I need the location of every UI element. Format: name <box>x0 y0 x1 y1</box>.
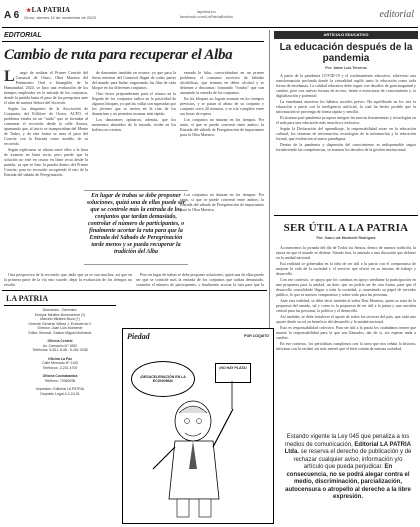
star-icon: ★ <box>26 8 32 14</box>
paragraph: A partir de la pandemia COVID-19 y el confinamiento educativo, sobrevino una transformación profunda donde la virtualidad suplió tanto la educación como toda forma de enseñanza. La calidad educativa debe seguir con desafíos de gran magnitud y cambio, pero con nuevas formas de acceso, frente a estructuras de conocimiento y, la digitalización y potencial. <box>276 73 416 98</box>
paragraph: Esto es responsabilidad colectiva. Para ser útil a la patria los ciudadanos tienen que asumir la responsabilidad para la que son llamados, dar de sí, sin esperar nada a cambio. <box>276 325 416 340</box>
pull-quote: En lugar de trabas se debe proponer soluciones, quizá una de ellas puede ser que se controle más la entrada de los conjuntos que tardan demasiado, controlar el número de participantes, o finalmente acortar la ruta para que la Entrada del Sábado de Peregrinación tarde menos y se pueda recuperar la tradición del Alba <box>86 193 186 255</box>
paragraph: Con ese contexto, se apoya que los cambios en apoyo mediante la participación en una propuesta para la unidad, un dato, que no podría ser de otra forma, para que el desarrollo consolidado llegue a toda la sociedad, y, asumiendo su papel de servidor público, lo que es nuestro compromiso y sobre todo para las personas. <box>276 277 416 297</box>
paragraph: Pero en lugar de trabas se debe proponer soluciones, quizá una de ellas puede ser que se controle más la entrada de los conjuntos que tardan demasiado, controlar el número de participantes, o finalmente acortar la ruta para que la <box>136 272 264 287</box>
article2-byline: Por: Juan Luis Monterde Rodríguez <box>316 236 376 240</box>
paragraph: Otro factor preponderante para el retraso en la llegada de los conjuntos radica en la pasividad de algunos bloques, ya que las vallas son superadas por los jóvenes que se meten en la ruta de los danzarines y no permiten avanzar más rápido. <box>92 91 176 116</box>
masthead-line: Oficina Central <box>47 339 73 343</box>
editorial-rule <box>2 41 264 42</box>
masthead-line: Oficina La Paz <box>48 356 72 361</box>
page-header <box>0 0 420 28</box>
protest-placard: ¡NO HAY PLATA! <box>215 363 251 383</box>
masthead-line: Teléfono: 79360936 <box>44 378 76 383</box>
editorial-column-3 <box>180 70 264 188</box>
paragraph: En los bloques no logran avanzar en los tiempos previstos, y se pasan al abuso de su conjunto y conjunto cerca 20 minutos, y se iría completo entre sus horas de espera. <box>180 96 264 116</box>
article2-title: SER ÚTIL A LA PATRIA <box>283 222 409 234</box>
masthead-line: Calle Mercado Nº 1140 <box>42 361 78 365</box>
masthead-line: Oficina Cochabamba <box>42 374 78 378</box>
paragraph: Acontecemos la jornada del día de Todos los Santos, dentro de nuestra tradición, la época en que el mundo se detiene. Siendo ésta, la antesala a una discusión que debiese en la unidad nacional. <box>276 245 416 260</box>
masthead-line: Directores - Gerentes: <box>42 308 78 312</box>
article-title: La educación después de la pandemia <box>279 42 413 64</box>
masthead-rule <box>4 305 116 306</box>
page-number: A 6 <box>4 10 20 21</box>
editorial-title: Cambio de ruta para recuperar el Alba <box>4 47 233 63</box>
masthead-line: Av. Camacho Nº 1892 <box>42 343 78 348</box>
header-links <box>180 9 233 19</box>
notice-body: se reserva el derecho de publicación y de rechazar cualquier aviso, información y/o artículo que pueda perjudicar. <box>293 449 412 470</box>
masthead-line: Teléfonos: 5-261 1148 - 5-261 0038 <box>32 348 88 352</box>
editorial-bottom-right <box>136 272 264 288</box>
paragraph: uego de realizar el Primer Convite del Carnaval de Oruro, Obra Maestra del Patrimonio Oral e Intangible de la Humanidad, 2024, se hizo una evaluación de los tiempos empleados en la entrada de los conjuntos, donde la partida hasta el paso de los peregrinos ante el altar de nuestra Señora del Socavón. <box>4 70 88 105</box>
article-body <box>276 73 416 211</box>
masthead-line: Impresión: Editorial LA PATRIA <box>35 387 85 391</box>
facebook-link[interactable]: facebook.com/LaPatriaBolivia <box>180 14 233 19</box>
cartoon-drawing <box>123 329 273 523</box>
editorial-cartoon <box>122 328 274 524</box>
speech-bubble: ¡DESACELERACIÓN EN LA ECONOMÍA! <box>131 361 195 397</box>
paragraph: Otra perspectiva de la recorrido que, dado que ya se van muchos; así que en la primera parte de la vía esto sucede, dejar la evaluación de los tiempos no resultó. <box>4 272 132 287</box>
newspaper-logo: ★LA PATRIA <box>26 6 71 14</box>
pull-quote-rule-top <box>84 190 188 191</box>
notice-brand: Editorial LA PATRIA Ltda. <box>284 441 411 455</box>
notice-lead: Estando vigente la Ley 045 que penaliza a los medios de comunicación, <box>285 434 410 448</box>
paragraph: Los conjuntos no danzan en los tiempos. Por tanto, sí que se puede convenir entre ambos; la Entrada del sábado de Peregrinación de importantes para la Obra Maestra. <box>180 192 264 212</box>
paragraph: Según la Declaración del aprendizaje, la responsabilidad recae en la educación cultural, los sistemas de información, tecnologías de la información y la educación formal, que evidencian al nuevo paradigma. <box>276 126 416 141</box>
cartoon-author: POR COQUITO <box>244 334 269 338</box>
masthead-line: Enrique Miralles Bonecarrere (†) <box>34 312 86 317</box>
masthead-line: Director: Juan Luis Monterde <box>37 326 83 330</box>
paragraph: Los conjuntos no danzan en los tiempos. Por tanto, sí que se puede convenir entre ambos; la Entrada del sábado de Peregrinación de importantes para la Obra Maestra. <box>180 117 264 137</box>
notice-bold: En consecuencia, no se podrá alegar contra el medio, discriminación, parcialización, autocensura o atropello al derecho a la libre expresión. <box>285 464 411 500</box>
masthead-line: Gerente General: Wilma J. Echeverría V. <box>28 321 92 326</box>
paragraph: La enseñanza atraviesa los hábitos sociales previo. Ha equilibrado en los tres la educación a partir con la inteligencia artificial, la cual ha hecho posible que la información se provenga de forma rápida y sencilla. <box>276 99 416 114</box>
paragraph: Según los dirigentes de la Asociación de Conjuntos del Folklore de Oruro, ACFO, el problema estaba en un "nudo" que se formaba al comenzar el recorrido desde la calle Avaroa, apuntando que, al inicio se transportaban del Monte de Tadeo, y de esta forma se mira el paso del Convite con la Entrada como modelo de su recorrido. <box>4 106 88 146</box>
legal-notice <box>284 434 412 502</box>
article-byline: Por: Jaime Luis Terceros <box>325 66 367 70</box>
cartoon-title: Piedad <box>127 332 150 341</box>
masthead-line: Editor General: Gastón Miguel Mollinedo <box>28 330 92 335</box>
masthead-line: Marcelo Miralles Bova (†) <box>40 317 80 321</box>
editorial-bottom-rule <box>2 290 267 291</box>
paragraph: Así también, se debe fortalecer el aporte de todos los sectores del país, que cada uno aporte desde su rol en beneficio del desarrollo y la unidad nacional. <box>276 314 416 324</box>
pull-quote-rule-bottom <box>84 264 188 265</box>
paragraph: En ese contexto, los periodistas cumplimos con la tarea que nos señala la historia, informar con la verdad, sin más interés que el bien común de nuestra sociedad. <box>276 341 416 351</box>
editorial-tag: EDITORIAL <box>4 32 42 39</box>
section-name: editorial <box>379 9 414 20</box>
drop-cap: L <box>4 70 15 85</box>
editorial-column-1 <box>4 70 88 270</box>
masthead-info <box>4 308 116 396</box>
paragraph: Según explicaron se ahorra entre ellos a la hora de avanzar en línea recta, pero puede que la solución no esté en cruzar en línea recta desde la partida, ya que se hizo la prueba dentro del Primer Convite, para no recorrido recogiendo el rato de la Entrada del sábado de Peregrinación. <box>4 147 88 177</box>
paragraph: entrada le falta, convirtiéndose en un primer problema, el consumo excesivo de bebidas alcohólicas, que termina en deber alcohol y se detienen a descansar; formando "fondos" que van atrasando la entrada de los conjuntos. <box>180 70 264 95</box>
masthead-line: Teléfonos: 2-231 4700 <box>42 365 78 370</box>
editorial-column-2 <box>92 70 176 188</box>
paragraph: Dentro de la pandemia y dispersión del conocimiento es indispensable seguir fortaleciendo las competencias, se asumen los desafíos de la gestión institucional. <box>276 142 416 152</box>
article-rule <box>274 215 418 216</box>
article-section-tag: ARTÍCULO EDUCATIVO <box>274 31 418 39</box>
paragraph: Los danzarines opinaron, además, que los momentos aburridos de la entrada, recién en los boletos no existen. <box>92 117 176 132</box>
website-link[interactable]: lapatria.bo <box>197 9 216 14</box>
dateline: Oruro, viernes 10 de noviembre de 2023 <box>24 15 96 20</box>
header-rule <box>2 27 418 28</box>
editorial-bottom-left <box>4 272 132 288</box>
paragraph: de danzantes también en avance, ya que pasa la fiesta máxima del Carnaval llegan de todas partes del mundo para bailar, engrosando las filas de cada bloque en los diferentes conjuntos. <box>92 70 176 90</box>
paragraph: El sistema post-pandemia prospera integrar las nuevas herramientas y tecnologías en el aula para una educación más atractiva e inclusiva. <box>276 115 416 125</box>
masthead-logo: LA PATRIA <box>6 294 49 303</box>
paragraph: Ante esta realidad, se debe decir también al señor Don Montero, quien se trata de la propuesta del senado, tal y como es la propuesta de ser útil a la patria y una cuestión central para las personas, la política y el desarrollo. <box>276 298 416 313</box>
editorial-column-3b <box>180 192 264 272</box>
masthead-line: Depósito Legal 4-3-24-91 <box>40 391 80 396</box>
paragraph: Esa realidad se gobernaba en la idea de ser útil a la patria con el compromiso de mejorar la vida de la sociedad y el servicio que ofrece en su entorno de trabajo y desarrollo. <box>276 261 416 276</box>
article2-body <box>276 245 416 427</box>
